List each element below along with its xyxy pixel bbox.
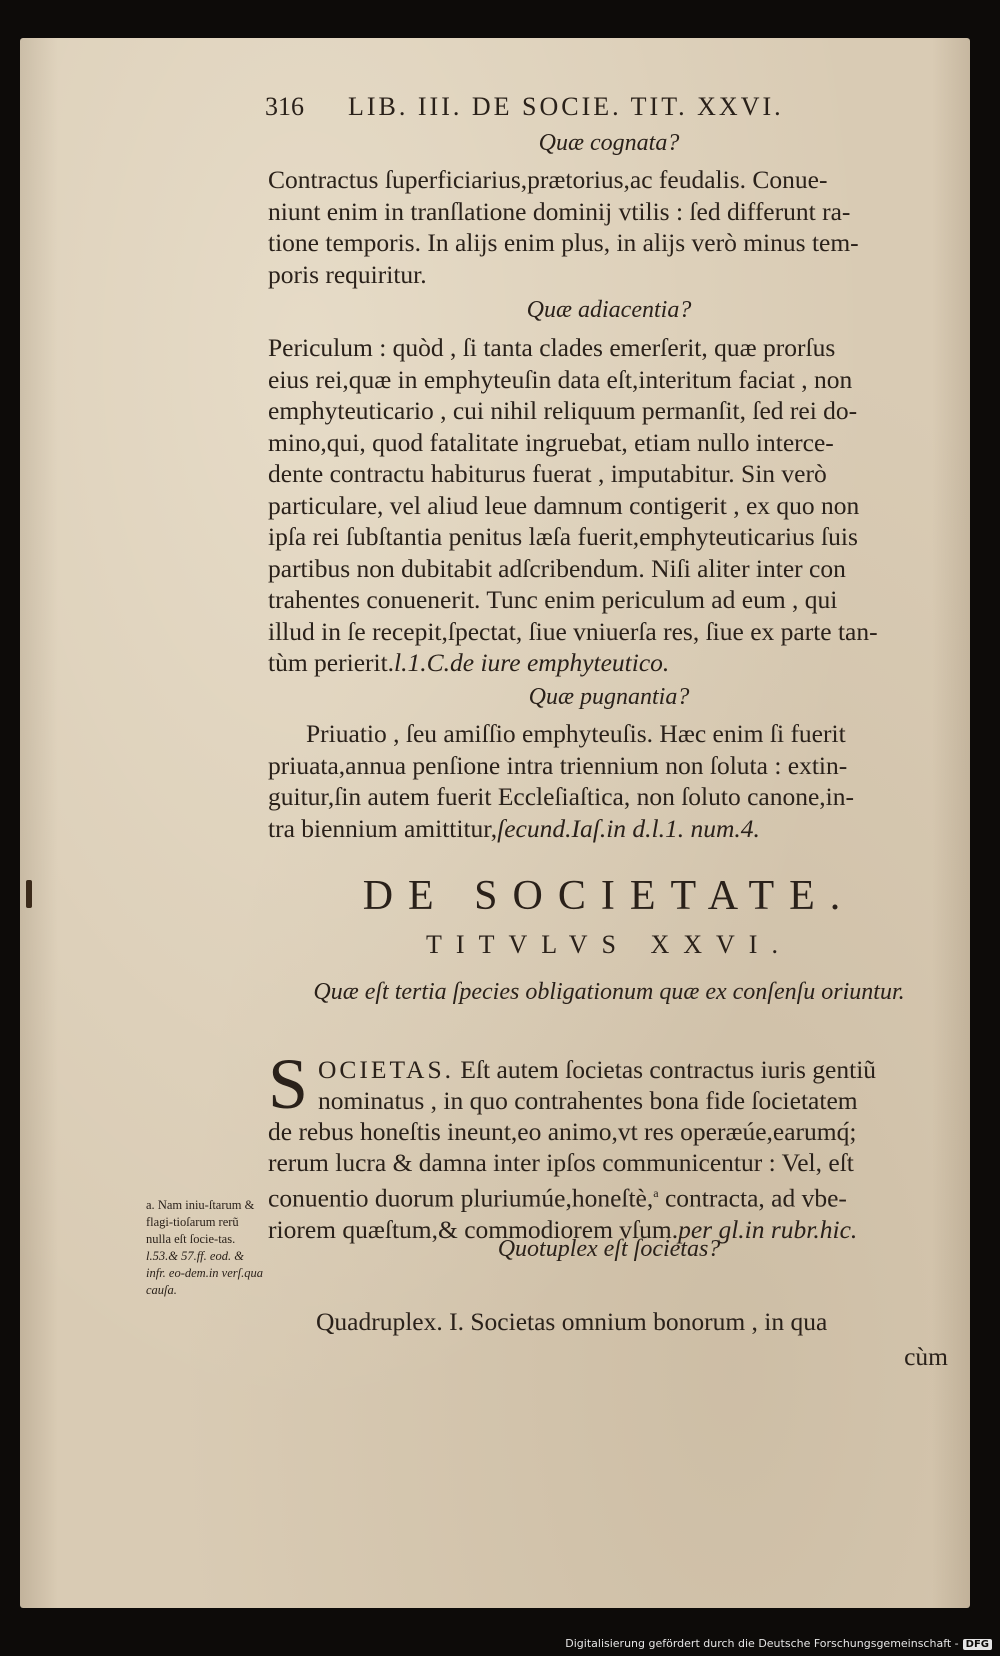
- text-line: de rebus honeſtis ineunt,eo animo,vt res operæúe,earumq́;: [268, 1117, 857, 1146]
- text-line: nominatus , in quo contrahentes bona fide ſocietatem: [318, 1086, 858, 1115]
- heading-quotuplex: Quotuplex eſt ſocietas?: [497, 1236, 721, 1262]
- paragraph-cognata: [268, 164, 859, 290]
- text-fragment: tùm perierit.: [268, 648, 395, 677]
- heading-quae-pugnantia: Quæ pugnantia?: [528, 684, 690, 710]
- text-line: illud in ſe recepit,ſpectat, ſiue vniuerſa res, ſiue ex parte tan-: [268, 616, 878, 646]
- text-fragment: Eſt autem ſocietas contractus iuris gentiũ: [454, 1055, 877, 1084]
- legal-citation: per gl.in rubr.hic.: [678, 1214, 858, 1244]
- text-fragment: riorem quæſtum,& commodiorem vſum.: [268, 1214, 679, 1244]
- marginal-note: [146, 1197, 264, 1299]
- text-line: [268, 1178, 876, 1214]
- text-line: trahentes conuenerit. Tunc enim periculum ad eum , qui: [268, 585, 838, 614]
- text-line: ipſa rei ſubſtantia penitus læſa fuerit,emphyteuticarius ſuis: [268, 522, 858, 551]
- text-fragment: tra biennium amittitur,: [268, 813, 498, 843]
- legal-citation: l.1.C.de iure emphyteutico.: [394, 648, 670, 677]
- text-line: [268, 813, 854, 845]
- binding-mark: [26, 880, 32, 908]
- title-de-societate: DE SOCIETATE.: [362, 873, 856, 919]
- text-fragment: conuentio duorum pluriumúe,honeſtè,: [268, 1183, 654, 1213]
- credit-text: Digitalisierung gefördert durch die Deutsche Forschungsgemeinschaft -: [565, 1637, 959, 1650]
- text-line: Contractus ſuperficiarius,prætorius,ac feudalis. Conue-: [268, 165, 828, 194]
- marginal-text: Nam iniu-ſtarum & flagi-tioſarum rerũ nulla eſt ſocie-tas.: [146, 1198, 255, 1246]
- text-line: rerum lucra & damna inter ipſos communicentur : Vel, eſt: [268, 1148, 854, 1177]
- text-line: guitur,ſin autem fuerit Eccleſiaſtica, non ſoluto canone,in-: [268, 782, 854, 811]
- text-line: [268, 1054, 876, 1085]
- text-line: priuata,annua penſione intra triennium non ſoluta : extin-: [268, 750, 848, 780]
- heading-quae-cognata: Quæ cognata?: [538, 130, 680, 156]
- paragraph-societas: [268, 1044, 877, 1245]
- marginal-citation: l.53.& 57.ff. eod. & infr. eo-dem.in verſ.qua cauſa.: [146, 1249, 263, 1297]
- text-line: Periculum : quòd , ſi tanta clades emerſerit, quæ prorſus: [268, 333, 836, 362]
- catchword: cùm: [904, 1342, 948, 1371]
- dfg-logo: DFG: [963, 1639, 992, 1650]
- text-line: dente contractu habiturus fuerat , imputabitur. Sin verò: [268, 459, 827, 488]
- text-line: poris requiritur.: [268, 259, 427, 289]
- text-line: niunt enim in tranſlatione dominij vtilis : ſed differunt ra-: [268, 196, 851, 226]
- text-line: mino,qui, quod fatalitate ingruebat, etiam nullo interce-: [268, 427, 834, 457]
- first-word: OCIETAS.: [318, 1055, 454, 1084]
- text-line: emphyteuticario , cui nihil reliquum permanſit, ſed rei do-: [268, 396, 858, 425]
- paragraph-pugnantia: [268, 718, 854, 844]
- paragraph-adiacentia: [268, 332, 878, 679]
- paragraph-quadruplex: Quadruplex. I. Societas omnium bonorum , in qua: [316, 1307, 828, 1336]
- drop-cap: S: [268, 1044, 309, 1124]
- titulus-number: TITVLVS XXVI.: [426, 930, 792, 959]
- heading-quae-adiacentia: Quæ adiacentia?: [526, 297, 692, 323]
- digitization-credit: [565, 1637, 992, 1650]
- footnote-marker: a: [653, 1186, 659, 1200]
- running-header: [265, 92, 784, 122]
- page-number: 316: [265, 92, 304, 121]
- text-line: tione temporis. In alijs enim plus, in alijs verò minus tem-: [268, 228, 859, 257]
- text-line: [268, 647, 878, 679]
- text-line: partibus non dubitabit adſcribendum. Niſi aliter inter con: [268, 553, 846, 583]
- text-fragment: contracta, ad vbe-: [658, 1183, 847, 1213]
- running-title: LIB. III. DE SOCIE. TIT. XXVI.: [348, 92, 784, 121]
- marginal-label: a.: [146, 1198, 155, 1212]
- title-italic-description: Quæ eſt tertia ſpecies obligationum quæ ex conſenſu oriuntur.: [313, 979, 905, 1005]
- text-line: Priuatio , ſeu amiſſio emphyteuſis. Hæc enim ſi fuerit: [306, 719, 846, 748]
- legal-citation: ſecund.Iaſ.in d.l.1. num.4.: [497, 813, 760, 843]
- text-line: particulare, vel aliud leue damnum contigerit , ex quo non: [268, 490, 860, 520]
- text-line: eius rei,quæ in emphyteuſin data eſt,interitum faciat , non: [268, 364, 853, 394]
